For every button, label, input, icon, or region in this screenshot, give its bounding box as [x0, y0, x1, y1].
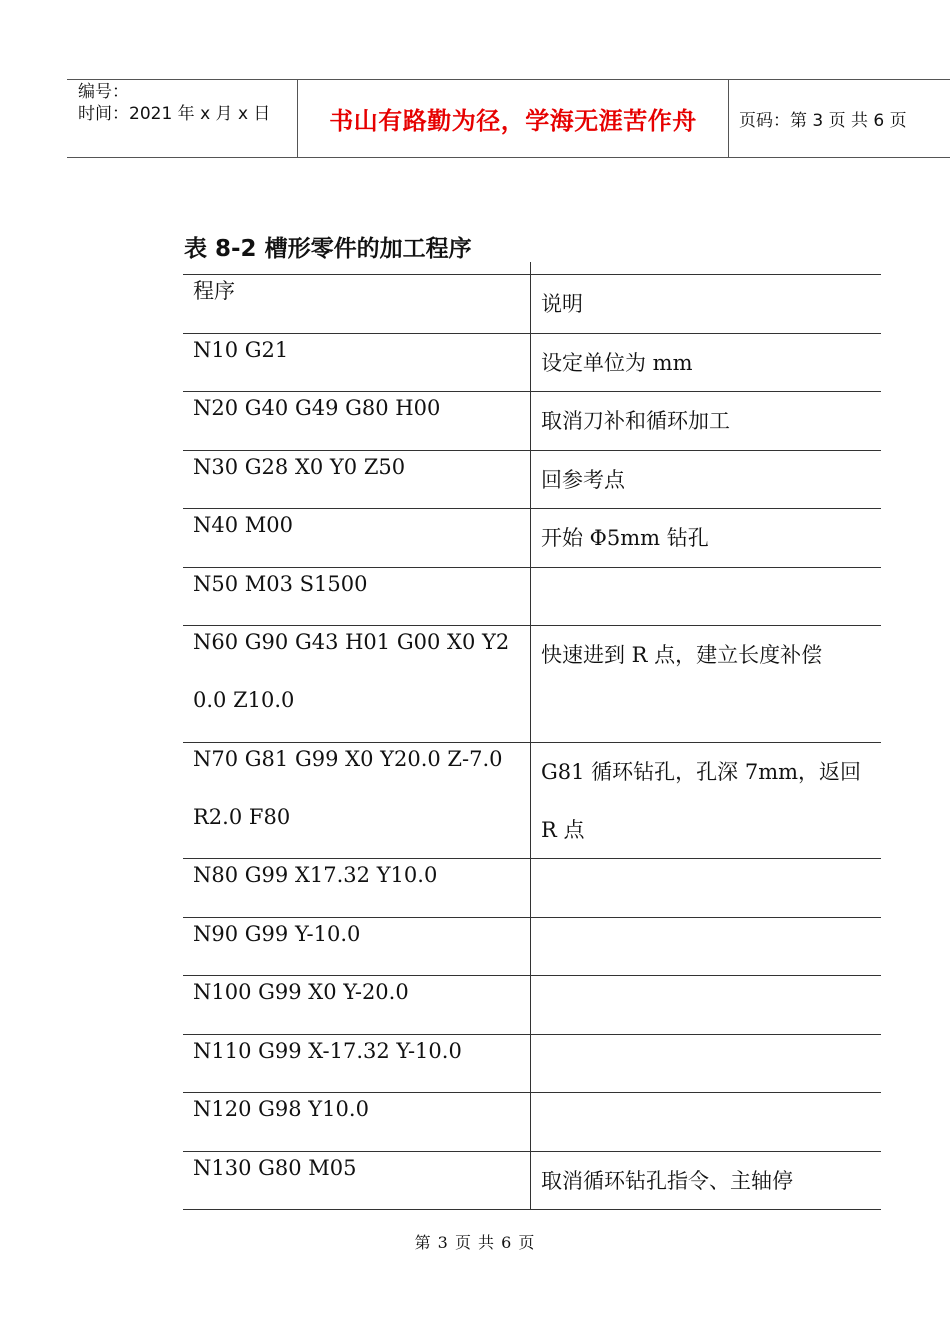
- program-table: [183, 274, 881, 1210]
- header-motto: 书山有路勤为径，学海无涯苦作舟: [298, 80, 729, 157]
- program-cell: N10 G21: [183, 321, 531, 392]
- table-caption: 表 8-2 槽形零件的加工程序: [184, 236, 472, 262]
- program-cell: N90 G99 Y-10.0: [183, 905, 531, 976]
- table-row: [183, 1152, 881, 1211]
- header-band: [67, 79, 950, 158]
- program-cell: N110 G99 X-17.32 Y-10.0: [183, 1022, 531, 1093]
- program-cell: N30 G28 X0 Y0 Z50: [183, 438, 531, 509]
- table-row: [183, 626, 881, 743]
- column-header-note: 说明: [541, 292, 583, 316]
- note-cell: 取消刀补和循环加工: [541, 409, 730, 433]
- note-cell: [531, 918, 881, 976]
- program-cell: N100 G99 X0 Y-20.0: [183, 963, 531, 1034]
- program-cell: N20 G40 G49 G80 H00: [183, 379, 531, 450]
- note-cell: [531, 859, 881, 917]
- note-cell: 回参考点: [541, 467, 625, 492]
- program-cell: N40 M00: [183, 496, 531, 567]
- table-row: [183, 743, 881, 860]
- program-cell: N130 G80 M05: [183, 1139, 531, 1210]
- table-body: [183, 334, 881, 1211]
- note-cell: G81 循环钻孔，孔深 7mm，返回 R 点: [541, 759, 862, 842]
- program-cell: N60 G90 G43 H01 G00 X0 Y20.0 Z10.0: [183, 613, 531, 742]
- note-cell: [531, 1035, 881, 1093]
- document-time-label: 时间：2021 年 x 月 x 日: [78, 104, 271, 124]
- header-page-info: 页码：第 3 页 共 6 页: [739, 111, 907, 131]
- note-cell: 设定单位为 mm: [541, 350, 693, 375]
- note-cell: 快速进到 R 点，建立长度补偿: [541, 643, 823, 667]
- note-cell: [531, 1093, 881, 1151]
- document-code-label: 编号：: [78, 82, 129, 102]
- page-footer: 第 3 页 共 6 页: [414, 1233, 536, 1252]
- note-cell: [531, 976, 881, 1034]
- program-cell: N70 G81 G99 X0 Y20.0 Z-7.0 R2.0 F80: [183, 730, 531, 859]
- header-meta: [67, 80, 298, 157]
- program-cell: N120 G98 Y10.0: [183, 1080, 531, 1151]
- column-header-program: 程序: [183, 262, 531, 333]
- note-cell: 取消循环钻孔指令、主轴停: [541, 1168, 793, 1193]
- program-cell: N50 M03 S1500: [183, 555, 531, 626]
- note-cell: [531, 568, 881, 626]
- program-cell: N80 G99 X17.32 Y10.0: [183, 846, 531, 917]
- note-cell: 开始 Φ5mm 钻孔: [541, 526, 709, 550]
